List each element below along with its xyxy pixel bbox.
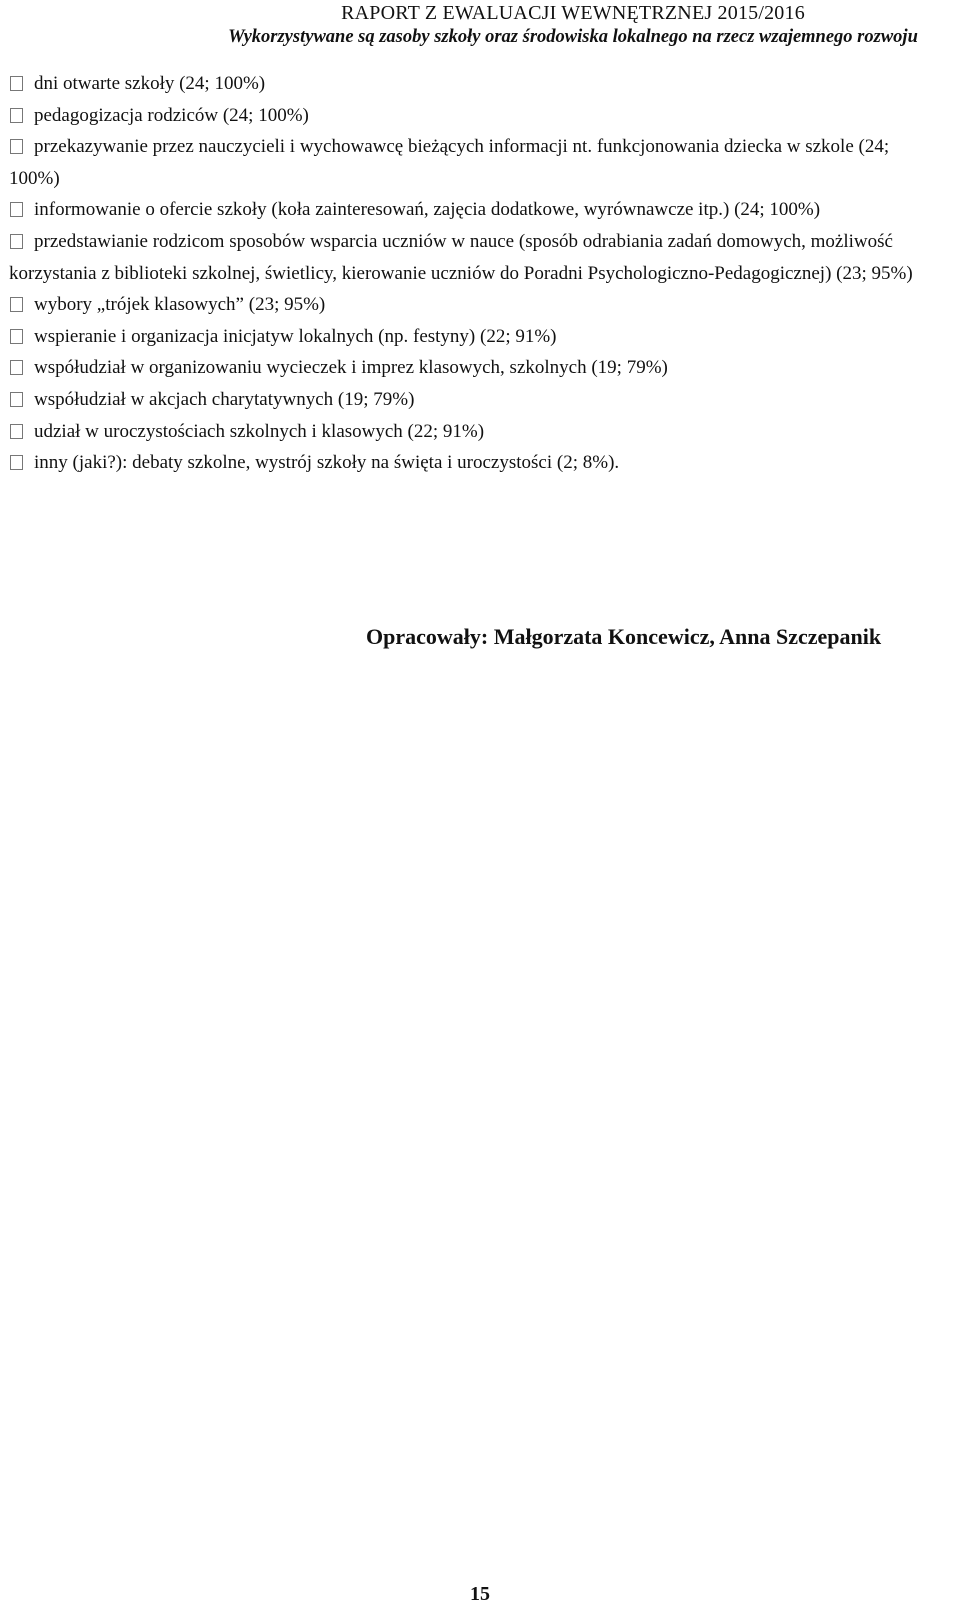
checkbox-icon — [10, 392, 23, 407]
report-title: RAPORT Z EWALUACJI WEWNĘTRZNEJ 2015/2016 — [341, 2, 805, 24]
report-subtitle: Wykorzystywane są zasoby szkoły oraz środowiska lokalnego na rzecz wzajemnego rozwoju — [228, 27, 918, 47]
list-item — [9, 68, 929, 100]
checkbox-icon — [10, 455, 23, 470]
list-item — [9, 447, 929, 479]
list-item — [9, 321, 929, 353]
list-item — [9, 289, 929, 321]
list-item — [9, 226, 929, 289]
authors-signature: Opracowały: Małgorzata Koncewicz, Anna Szczepanik — [366, 624, 882, 649]
list-item-text: informowanie o ofercie szkoły (koła zainteresowań, zajęcia dodatkowe, wyrównawcze itp.) (24; 100%) — [34, 199, 821, 221]
list-item-text: pedagogizacja rodziców (24; 100%) — [34, 104, 309, 126]
list-item-text: przedstawianie rodzicom sposobów wsparcia uczniów w nauce (sposób odrabiania zadań domowych, możliwość korzystania z biblioteki szkolnej, świetlicy, kierowanie uczniów do Poradni Psychologiczno-Pedagogicznej) (23; 95%) — [9, 230, 913, 284]
list-item-text: dni otwarte szkoły (24; 100%) — [34, 73, 266, 94]
list-item-text: wspieranie i organizacja inicjatyw lokalnych (np. festyny) (22; 91%) — [34, 325, 557, 347]
list-item-text: inny (jaki?): debaty szkolne, wystrój szkoły na święta i uroczystości (2; 8%). — [34, 452, 620, 474]
page-header — [223, 1, 923, 49]
list-item — [9, 384, 929, 416]
list-item — [9, 131, 929, 194]
checkbox-icon — [10, 360, 23, 375]
checkbox-icon — [10, 297, 23, 312]
checkbox-icon — [10, 76, 23, 91]
list-item-text: współudział w organizowaniu wycieczek i imprez klasowych, szkolnych (19; 79%) — [34, 357, 668, 379]
checkbox-icon — [10, 139, 23, 154]
checkbox-icon — [10, 202, 23, 217]
checkbox-icon — [10, 329, 23, 344]
checkbox-icon — [10, 424, 23, 439]
list-item — [9, 194, 929, 226]
list-item-text: wybory „trójek klasowych” (23; 95%) — [34, 294, 326, 316]
list-item-text: udział w uroczystościach szkolnych i klasowych (22; 91%) — [34, 420, 485, 442]
checkbox-icon — [10, 234, 23, 249]
list-item-text: przekazywanie przez nauczycieli i wychowawcę bieżących informacji nt. funkcjonowania dziecka w szkole (24; 100%) — [9, 136, 890, 189]
page-number: 15 — [470, 1583, 490, 1605]
list-item — [9, 416, 929, 448]
list-item — [9, 352, 929, 384]
checkbox-icon — [10, 108, 23, 123]
checkbox-list — [9, 68, 929, 479]
list-item — [9, 100, 929, 132]
list-item-text: współudział w akcjach charytatywnych (19; 79%) — [34, 388, 415, 410]
